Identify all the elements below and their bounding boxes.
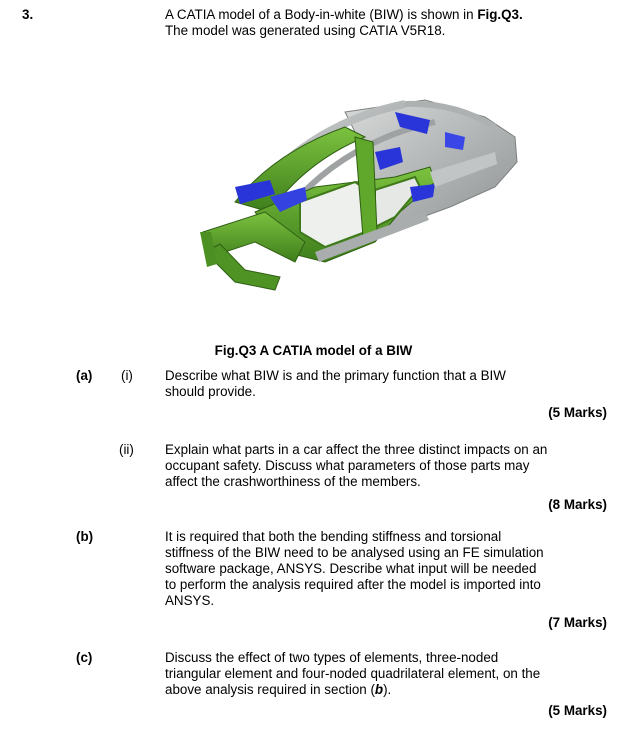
question-number: 3. [22,7,34,22]
part-a-i-text: Describe what BIW is and the primary function that a BIW should provide. [165,368,506,399]
car-body-in-white-image [195,92,525,297]
part-c-marks: (5 Marks) [548,703,607,718]
part-c-text: Discuss the effect of two types of elements, three-noded triangular element and four-noded quadrilateral element, on the above analysis required in section (b). [165,650,541,697]
intro-line-1: A CATIA model of a Body-in-white (BIW) is shown in Fig.Q3. [165,7,523,22]
part-b-label: (b) [76,529,94,544]
part-b-marks: (7 Marks) [548,615,607,630]
figure-caption: Fig.Q3 A CATIA model of a BIW [214,343,413,358]
part-a-i-marks: (5 Marks) [548,405,607,420]
question-intro [165,7,585,39]
part-b-text: It is required that both the bending stiffness and torsional stiffness of the BIW need to be analysed using an FE simulation software package, ANSYS. Describe what input will be needed to perform the analysis required after the model is imported into ANSYS. [165,529,544,608]
part-a-ii-marks: (8 Marks) [548,497,607,512]
part-c-label: (c) [76,650,93,665]
part-a-ii-label: (ii) [119,442,134,457]
part-a-i-label: (i) [121,368,133,383]
part-a-ii-text: Explain what parts in a car affect the three distinct impacts on an occupant safety. Discuss what parameters of those parts may affect the crashworthiness of the members. [165,442,548,489]
part-a-label: (a) [76,368,93,383]
intro-line-2: The model was generated using CATIA V5R18. [165,23,446,38]
biw-figure [195,92,525,297]
